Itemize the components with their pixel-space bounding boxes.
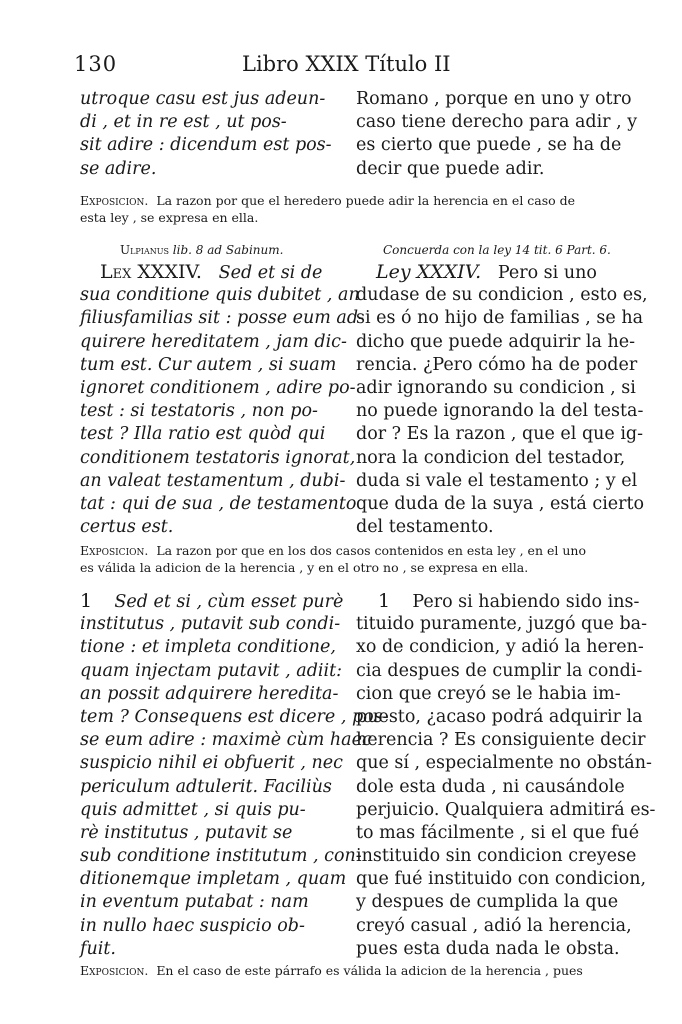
- latin-line: an possit adquirere heredita-: [80, 683, 339, 704]
- spanish-line: dor ? Es la razon , que el que ig-: [356, 424, 644, 445]
- spanish-line: to mas fácilmente , si el que fué: [356, 822, 640, 843]
- latin-line: sub conditione institutum , con-: [80, 846, 362, 867]
- latin-line: sua conditione quis dubitet , an: [80, 285, 360, 306]
- latin-line: rè institutus , putavit se: [80, 822, 293, 843]
- exposition-label: Exposicion.: [80, 193, 149, 208]
- spanish-line: dicho que puede adquirir la he-: [356, 331, 636, 352]
- latin-line: tat : qui de sua , de testamento: [80, 493, 357, 514]
- latin-line: ignoret conditionem , adire po-: [80, 377, 356, 398]
- spanish-line: dudase de su condicion , esto es,: [356, 285, 648, 306]
- spanish-line: perjuicio. Qualquiera admitirá es-: [356, 799, 656, 820]
- exposition-text: La razon por que en los dos casos contenidos en esta ley , en el uno: [156, 543, 586, 558]
- latin-line: Sed et si de: [218, 263, 323, 283]
- latin-line: quam injectam putavit , adiit:: [80, 660, 343, 681]
- latin-line: di , et in re est , ut pos-: [80, 112, 287, 133]
- latin-line: in eventum putabat : nam: [80, 892, 309, 913]
- latin-line: Sed et si , cùm esset purè: [114, 592, 344, 612]
- latin-line: ditionemque impletam , quam: [80, 869, 347, 890]
- source-citation-latin: [120, 242, 283, 258]
- latin-line: an valeat testamentum , dubi-: [80, 470, 346, 491]
- spanish-line: que sí , especialmente no obstán-: [356, 753, 652, 774]
- exposition-text: esta ley , se expresa en ella.: [80, 210, 259, 225]
- exposition-note: [80, 962, 610, 979]
- exposition-text: es válida la adicion de la herencia , y en el otro no , se expresa en ella.: [80, 560, 529, 575]
- latin-line: quirere hereditatem , jam dic-: [80, 331, 347, 352]
- spanish-column-continuation: [356, 88, 638, 181]
- spanish-line: Pero si uno: [497, 263, 597, 283]
- spanish-line: que duda de la suya , está cierto: [356, 493, 645, 514]
- paragraph-number: 1: [80, 590, 93, 612]
- latin-line: conditionem testatoris ignorat,: [80, 447, 356, 468]
- paragraph-number: 1: [378, 590, 391, 612]
- spanish-line: decir que puede adir.: [356, 158, 545, 179]
- latin-line: periculum adtulerit. Faciliùs: [80, 776, 332, 797]
- latin-column-continuation: [80, 88, 332, 181]
- spanish-line: pues esta duda nada le obsta.: [356, 938, 620, 959]
- latin-line: se adire.: [80, 158, 157, 179]
- latin-paragraph-column: [80, 590, 389, 961]
- spanish-line: tituido puramente, juzgó que ba-: [356, 614, 647, 635]
- spanish-paragraph-column: [356, 590, 656, 961]
- spanish-line: rencia. ¿Pero cómo ha de poder: [356, 354, 638, 375]
- spanish-line: y despues de cumplida la que: [356, 892, 619, 913]
- page-header: [74, 52, 614, 82]
- spanish-line: es cierto que puede , se ha de: [356, 135, 622, 156]
- spanish-line: xo de condicion, y adió la heren-: [356, 637, 644, 658]
- latin-line: suspicio nihil ei obfuerit , nec: [80, 753, 343, 774]
- latin-line: quis admittet , si quis pu-: [80, 799, 306, 820]
- spanish-line: si es ó no hijo de familias , se ha: [356, 308, 644, 329]
- spanish-line: creyó casual , adió la herencia,: [356, 915, 632, 936]
- spanish-line: dole esta duda , ni causándole: [356, 776, 625, 797]
- latin-line: test ? Illa ratio est quòd qui: [80, 424, 326, 445]
- latin-line: filiusfamilias sit : posse eum ad-: [80, 308, 364, 329]
- exposition-text: En el caso de este párrafo es válida la adicion de la herencia , pues: [156, 963, 583, 978]
- source-author: Ulpianus: [120, 243, 169, 257]
- latin-line: utroque casu est jus adeun-: [80, 89, 326, 109]
- latin-line: tem ? Consequens est dicere , pos-: [80, 706, 389, 727]
- spanish-line: caso tiene derecho para adir , y: [356, 112, 638, 133]
- running-title: Libro XXIX Título II: [242, 52, 451, 76]
- law-heading-spanish: Ley XXXIV.: [376, 261, 482, 283]
- spanish-law-column: [356, 261, 648, 539]
- spanish-line: nora la condicion del testador,: [356, 447, 626, 468]
- exposition-label: Exposicion.: [80, 543, 149, 558]
- latin-line: institutus , putavit sub condi-: [80, 614, 341, 635]
- exposition-note: [80, 542, 610, 576]
- spanish-line: Pero si habiendo sido ins-: [412, 592, 640, 612]
- latin-line: test : si testatoris , non po-: [80, 401, 318, 422]
- spanish-line: duda si vale el testamento ; y el: [356, 470, 638, 491]
- latin-line: sit adire : dicendum est pos-: [80, 135, 332, 156]
- law-heading-latin: Lex XXXIV.: [100, 261, 202, 283]
- exposition-text: La razon por que el heredero puede adir la herencia en el caso de: [156, 193, 576, 208]
- source-reference: lib. 8 ad Sabinum.: [172, 243, 284, 257]
- spanish-line: instituido sin condicion creyese: [356, 846, 637, 867]
- spanish-line: del testamento.: [356, 517, 494, 538]
- latin-line: tum est. Cur autem , si suam: [80, 354, 337, 375]
- spanish-line: herencia ? Es consiguiente decir: [356, 730, 646, 751]
- latin-line: fuit.: [80, 938, 116, 959]
- page-number: 130: [74, 52, 118, 76]
- concordance-citation: Concuerda con la ley 14 tit. 6 Part. 6.: [383, 243, 611, 257]
- spanish-line: adir ignorando su condicion , si: [356, 377, 636, 398]
- spanish-line: Romano , porque en uno y otro: [356, 89, 632, 109]
- spanish-line: puesto, ¿acaso podrá adquirir la: [356, 706, 643, 727]
- exposition-note: [80, 192, 610, 226]
- spanish-line: que fué instituido con condicion,: [356, 869, 647, 890]
- latin-line: certus est.: [80, 517, 174, 538]
- latin-line: se eum adire : maximè cùm haec: [80, 730, 372, 751]
- latin-law-column: [80, 261, 364, 539]
- latin-line: tione : et impleta conditione,: [80, 637, 336, 658]
- exposition-label: Exposicion.: [80, 963, 149, 978]
- spanish-line: no puede ignorando la del testa-: [356, 401, 644, 422]
- spanish-line: cia despues de cumplir la condi-: [356, 660, 643, 681]
- latin-line: in nullo haec suspicio ob-: [80, 915, 305, 936]
- spanish-line: cion que creyó se le habia im-: [356, 683, 621, 704]
